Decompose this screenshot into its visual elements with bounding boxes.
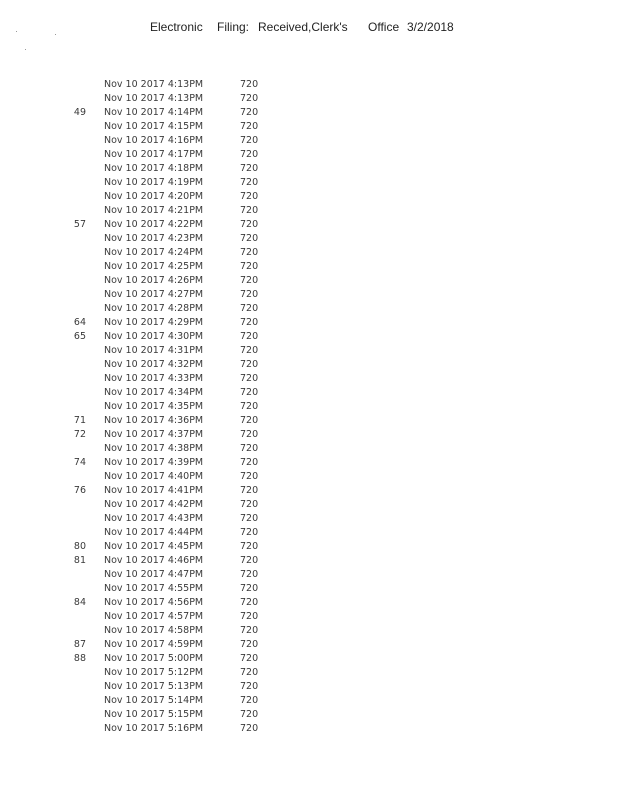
row-datetime: Nov 10 2017 4:20PM bbox=[104, 191, 204, 202]
row-datetime: Nov 10 2017 4:36PM bbox=[104, 415, 204, 426]
row-value: 720 bbox=[240, 401, 259, 412]
row-value: 720 bbox=[240, 177, 259, 188]
row-datetime: Nov 10 2017 4:13PM bbox=[104, 79, 204, 90]
row-value: 720 bbox=[240, 667, 259, 678]
table-row bbox=[0, 344, 618, 358]
row-number: 74 bbox=[73, 457, 86, 468]
table-row bbox=[0, 638, 618, 652]
row-value: 720 bbox=[240, 359, 259, 370]
row-number: 57 bbox=[73, 219, 86, 230]
row-value: 720 bbox=[240, 331, 259, 342]
row-number: 84 bbox=[73, 597, 86, 608]
row-datetime: Nov 10 2017 4:15PM bbox=[104, 121, 204, 132]
row-value: 720 bbox=[240, 499, 259, 510]
row-datetime: Nov 10 2017 4:40PM bbox=[104, 471, 204, 482]
row-value: 720 bbox=[240, 709, 259, 720]
row-datetime: Nov 10 2017 4:29PM bbox=[104, 317, 204, 328]
row-value: 720 bbox=[240, 443, 259, 454]
row-value: 720 bbox=[240, 149, 259, 160]
row-number: 87 bbox=[73, 639, 86, 650]
table-row bbox=[0, 708, 618, 722]
row-number: 65 bbox=[73, 331, 86, 342]
row-datetime: Nov 10 2017 4:37PM bbox=[104, 429, 204, 440]
table-row bbox=[0, 190, 618, 204]
row-value: 720 bbox=[240, 317, 259, 328]
row-datetime: Nov 10 2017 4:18PM bbox=[104, 163, 204, 174]
row-datetime: Nov 10 2017 4:17PM bbox=[104, 149, 204, 160]
header-received: Received,Clerk's bbox=[258, 20, 348, 34]
row-number: 76 bbox=[73, 485, 86, 496]
row-datetime: Nov 10 2017 4:44PM bbox=[104, 527, 204, 538]
row-datetime: Nov 10 2017 4:19PM bbox=[104, 177, 204, 188]
table-row bbox=[0, 162, 618, 176]
table-row bbox=[0, 610, 618, 624]
row-number: 81 bbox=[73, 555, 86, 566]
table-row bbox=[0, 442, 618, 456]
row-value: 720 bbox=[240, 107, 259, 118]
row-datetime: Nov 10 2017 4:13PM bbox=[104, 93, 204, 104]
row-datetime: Nov 10 2017 4:24PM bbox=[104, 247, 204, 258]
row-datetime: Nov 10 2017 4:22PM bbox=[104, 219, 204, 230]
row-datetime: Nov 10 2017 4:34PM bbox=[104, 387, 204, 398]
table-row bbox=[0, 134, 618, 148]
row-datetime: Nov 10 2017 4:23PM bbox=[104, 233, 204, 244]
row-datetime: Nov 10 2017 4:30PM bbox=[104, 331, 204, 342]
table-row bbox=[0, 78, 618, 92]
table-row bbox=[0, 722, 618, 736]
row-value: 720 bbox=[240, 79, 259, 90]
row-datetime: Nov 10 2017 4:58PM bbox=[104, 625, 204, 636]
scan-speck bbox=[25, 49, 26, 50]
row-datetime: Nov 10 2017 5:16PM bbox=[104, 723, 204, 734]
row-value: 720 bbox=[240, 513, 259, 524]
row-datetime: Nov 10 2017 5:12PM bbox=[104, 667, 204, 678]
row-value: 720 bbox=[240, 373, 259, 384]
row-value: 720 bbox=[240, 429, 259, 440]
row-value: 720 bbox=[240, 541, 259, 552]
table-row bbox=[0, 554, 618, 568]
row-number: 80 bbox=[73, 541, 86, 552]
row-datetime: Nov 10 2017 4:57PM bbox=[104, 611, 204, 622]
row-value: 720 bbox=[240, 485, 259, 496]
table-row bbox=[0, 358, 618, 372]
table-row bbox=[0, 148, 618, 162]
row-value: 720 bbox=[240, 723, 259, 734]
row-value: 720 bbox=[240, 135, 259, 146]
row-value: 720 bbox=[240, 681, 259, 692]
row-number: 49 bbox=[73, 107, 86, 118]
row-value: 720 bbox=[240, 653, 259, 664]
row-value: 720 bbox=[240, 583, 259, 594]
row-datetime: Nov 10 2017 4:14PM bbox=[104, 107, 204, 118]
row-datetime: Nov 10 2017 4:16PM bbox=[104, 135, 204, 146]
table-row bbox=[0, 596, 618, 610]
row-value: 720 bbox=[240, 569, 259, 580]
table-row bbox=[0, 232, 618, 246]
table-row bbox=[0, 260, 618, 274]
table-row bbox=[0, 484, 618, 498]
table-row bbox=[0, 582, 618, 596]
table-row bbox=[0, 246, 618, 260]
row-datetime: Nov 10 2017 4:45PM bbox=[104, 541, 204, 552]
row-value: 720 bbox=[240, 527, 259, 538]
header-office: Office bbox=[368, 20, 400, 34]
row-datetime: Nov 10 2017 4:55PM bbox=[104, 583, 204, 594]
row-value: 720 bbox=[240, 303, 259, 314]
header-electronic: Electronic bbox=[150, 20, 203, 34]
table-row bbox=[0, 274, 618, 288]
row-datetime: Nov 10 2017 5:14PM bbox=[104, 695, 204, 706]
row-datetime: Nov 10 2017 4:33PM bbox=[104, 373, 204, 384]
row-datetime: Nov 10 2017 4:32PM bbox=[104, 359, 204, 370]
scan-speck bbox=[16, 31, 17, 32]
row-value: 720 bbox=[240, 471, 259, 482]
row-datetime: Nov 10 2017 4:42PM bbox=[104, 499, 204, 510]
row-datetime: Nov 10 2017 4:35PM bbox=[104, 401, 204, 412]
row-number: 72 bbox=[73, 429, 86, 440]
table-row bbox=[0, 666, 618, 680]
row-datetime: Nov 10 2017 4:56PM bbox=[104, 597, 204, 608]
table-row bbox=[0, 92, 618, 106]
table-row bbox=[0, 624, 618, 638]
table-row bbox=[0, 456, 618, 470]
table-row bbox=[0, 120, 618, 134]
row-value: 720 bbox=[240, 387, 259, 398]
row-datetime: Nov 10 2017 4:43PM bbox=[104, 513, 204, 524]
row-value: 720 bbox=[240, 639, 259, 650]
row-number: 71 bbox=[73, 415, 86, 426]
row-value: 720 bbox=[240, 191, 259, 202]
row-value: 720 bbox=[240, 121, 259, 132]
row-value: 720 bbox=[240, 597, 259, 608]
header-filing: Filing: bbox=[217, 20, 250, 34]
table-row bbox=[0, 386, 618, 400]
row-value: 720 bbox=[240, 93, 259, 104]
table-row bbox=[0, 694, 618, 708]
table-row bbox=[0, 414, 618, 428]
table-row bbox=[0, 106, 618, 120]
row-value: 720 bbox=[240, 289, 259, 300]
header-date: 3/2/2018 bbox=[407, 20, 454, 34]
row-datetime: Nov 10 2017 4:47PM bbox=[104, 569, 204, 580]
scan-speck bbox=[55, 34, 56, 35]
row-datetime: Nov 10 2017 4:59PM bbox=[104, 639, 204, 650]
row-datetime: Nov 10 2017 4:28PM bbox=[104, 303, 204, 314]
row-datetime: Nov 10 2017 4:38PM bbox=[104, 443, 204, 454]
row-value: 720 bbox=[240, 345, 259, 356]
table-row bbox=[0, 372, 618, 386]
row-value: 720 bbox=[240, 261, 259, 272]
table-row bbox=[0, 470, 618, 484]
row-number: 64 bbox=[73, 317, 86, 328]
row-datetime: Nov 10 2017 4:41PM bbox=[104, 485, 204, 496]
row-value: 720 bbox=[240, 695, 259, 706]
filing-header bbox=[0, 20, 618, 36]
row-value: 720 bbox=[240, 457, 259, 468]
row-value: 720 bbox=[240, 163, 259, 174]
row-value: 720 bbox=[240, 611, 259, 622]
table-row bbox=[0, 302, 618, 316]
table-row bbox=[0, 204, 618, 218]
table-row bbox=[0, 512, 618, 526]
row-value: 720 bbox=[240, 233, 259, 244]
row-value: 720 bbox=[240, 219, 259, 230]
row-datetime: Nov 10 2017 5:00PM bbox=[104, 653, 204, 664]
row-datetime: Nov 10 2017 5:15PM bbox=[104, 709, 204, 720]
row-value: 720 bbox=[240, 247, 259, 258]
table-row bbox=[0, 680, 618, 694]
table-row bbox=[0, 540, 618, 554]
row-datetime: Nov 10 2017 4:21PM bbox=[104, 205, 204, 216]
row-datetime: Nov 10 2017 4:46PM bbox=[104, 555, 204, 566]
table-row bbox=[0, 428, 618, 442]
row-value: 720 bbox=[240, 205, 259, 216]
row-datetime: Nov 10 2017 4:39PM bbox=[104, 457, 204, 468]
table-row bbox=[0, 568, 618, 582]
table-row bbox=[0, 218, 618, 232]
table-row bbox=[0, 498, 618, 512]
table-row bbox=[0, 400, 618, 414]
row-value: 720 bbox=[240, 625, 259, 636]
table-row bbox=[0, 288, 618, 302]
table-row bbox=[0, 526, 618, 540]
log-table bbox=[0, 78, 618, 736]
row-datetime: Nov 10 2017 5:13PM bbox=[104, 681, 204, 692]
table-row bbox=[0, 176, 618, 190]
row-value: 720 bbox=[240, 555, 259, 566]
row-datetime: Nov 10 2017 4:25PM bbox=[104, 261, 204, 272]
row-value: 720 bbox=[240, 275, 259, 286]
row-number: 88 bbox=[73, 653, 86, 664]
table-row bbox=[0, 330, 618, 344]
row-datetime: Nov 10 2017 4:31PM bbox=[104, 345, 204, 356]
table-row bbox=[0, 316, 618, 330]
row-value: 720 bbox=[240, 415, 259, 426]
row-datetime: Nov 10 2017 4:26PM bbox=[104, 275, 204, 286]
row-datetime: Nov 10 2017 4:27PM bbox=[104, 289, 204, 300]
table-row bbox=[0, 652, 618, 666]
